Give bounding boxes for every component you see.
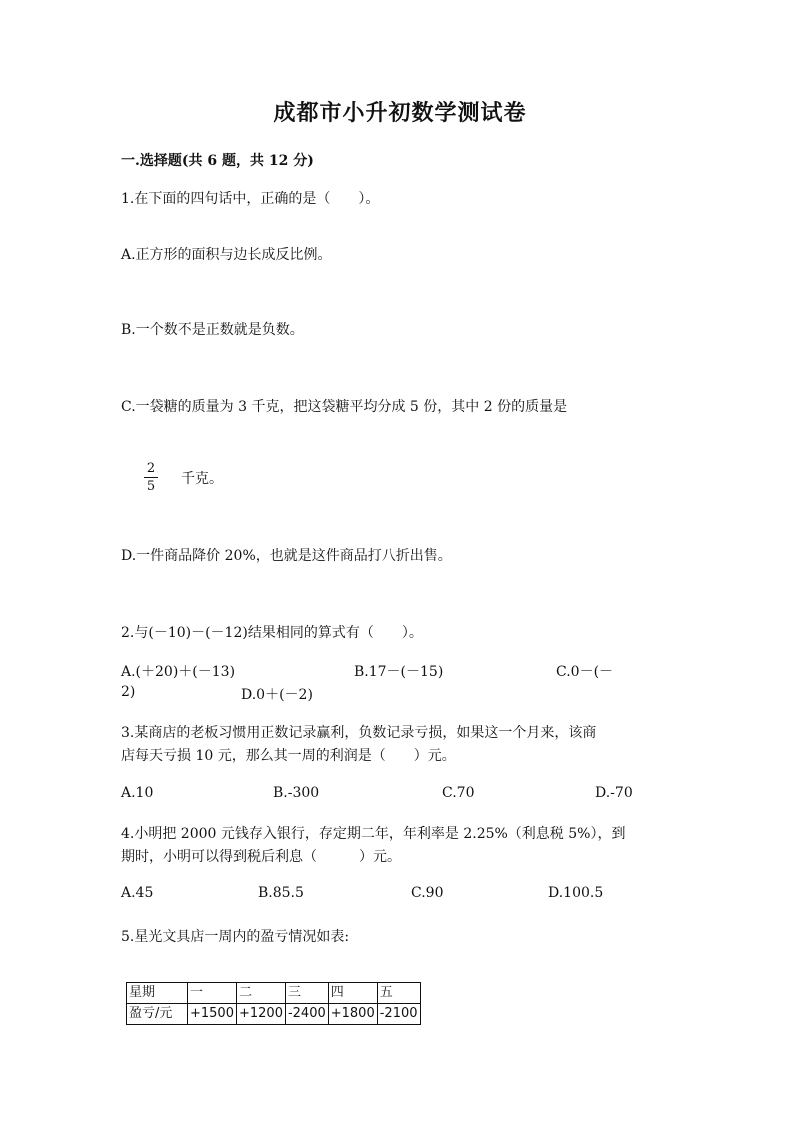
question-2-option-d: D.0＋(－2) [241, 687, 313, 703]
fraction-numerator: 2 [146, 461, 156, 476]
question-4-option-b: B.85.5 [258, 885, 304, 901]
fraction-bar [144, 477, 158, 478]
question-1-option-c: C.一袋糖的质量为 3 千克，把这袋糖平均分成 5 份，其中 2 份的质量是 [121, 399, 568, 415]
question-4-option-a: A.45 [121, 885, 154, 901]
fraction-two-fifths [144, 461, 158, 494]
question-3-stem-line-1: 3.某商店的老板习惯用正数记录赢利，负数记录亏损，如果这一个月来，该商 [121, 725, 597, 741]
question-3-option-a: A.10 [121, 785, 154, 801]
question-3-option-c: C.70 [442, 785, 475, 801]
table-header-cell: 四 [328, 983, 377, 1004]
table-header-cell: 三 [285, 983, 328, 1004]
question-3-option-b: B.-300 [273, 785, 320, 801]
table-header-cell: 一 [188, 983, 237, 1004]
table-cell: -2400 [285, 1004, 328, 1025]
fraction-denominator: 5 [146, 479, 156, 494]
question-2-option-a: A.(＋20)＋(－13) [121, 664, 236, 680]
question-4-option-d: D.100.5 [548, 885, 604, 901]
question-1-option-b: B.一个数不是正数就是负数。 [121, 322, 304, 338]
question-2-option-b: B.17－(－15) [354, 664, 444, 680]
table-header-cell: 星期 [127, 983, 188, 1004]
table-row [127, 983, 421, 1004]
question-2-option-c: C.0－(－ [556, 664, 614, 680]
page-title: 成都市小升初数学测试卷 [273, 100, 527, 126]
table-cell: +1200 [236, 1004, 285, 1025]
question-4-stem-line-2: 期时，小明可以得到税后利息（ ）元。 [121, 849, 401, 865]
question-1-option-d: D.一件商品降价 20%，也就是这件商品打八折出售。 [121, 548, 452, 564]
table-header-cell: 五 [377, 983, 420, 1004]
table-header-cell: 二 [236, 983, 285, 1004]
question-4-option-c: C.90 [411, 885, 444, 901]
question-3-stem-line-2: 店每天亏损 10 元，那么其一周的利润是（ ）元。 [121, 748, 456, 764]
question-1-stem: 1.在下面的四句话中，正确的是（ ）。 [121, 191, 380, 207]
question-2-option-c-continued: 2) [121, 684, 136, 700]
table-cell: +1500 [188, 1004, 237, 1025]
question-1-option-c-unit: 千克。 [181, 471, 223, 487]
question-5-stem: 5.星光文具店一周内的盈亏情况如表: [121, 929, 350, 945]
table-cell: -2100 [377, 1004, 420, 1025]
question-3-option-d: D.-70 [595, 785, 633, 801]
question-4-stem-line-1: 4.小明把 2000 元钱存入银行，存定期二年，年利率是 2.25%（利息税 5%），到 [121, 826, 626, 842]
table-row [127, 1004, 421, 1025]
table-cell: 盈亏/元 [127, 1004, 188, 1025]
section-heading: 一.选择题(共 6 题，共 12 分) [121, 153, 314, 169]
table-cell: +1800 [328, 1004, 377, 1025]
question-2-stem: 2.与(－10)－(－12)结果相同的算式有（ ）。 [121, 625, 423, 641]
question-1-option-a: A.正方形的面积与边长成反比例。 [121, 247, 332, 263]
profit-table [126, 982, 421, 1025]
